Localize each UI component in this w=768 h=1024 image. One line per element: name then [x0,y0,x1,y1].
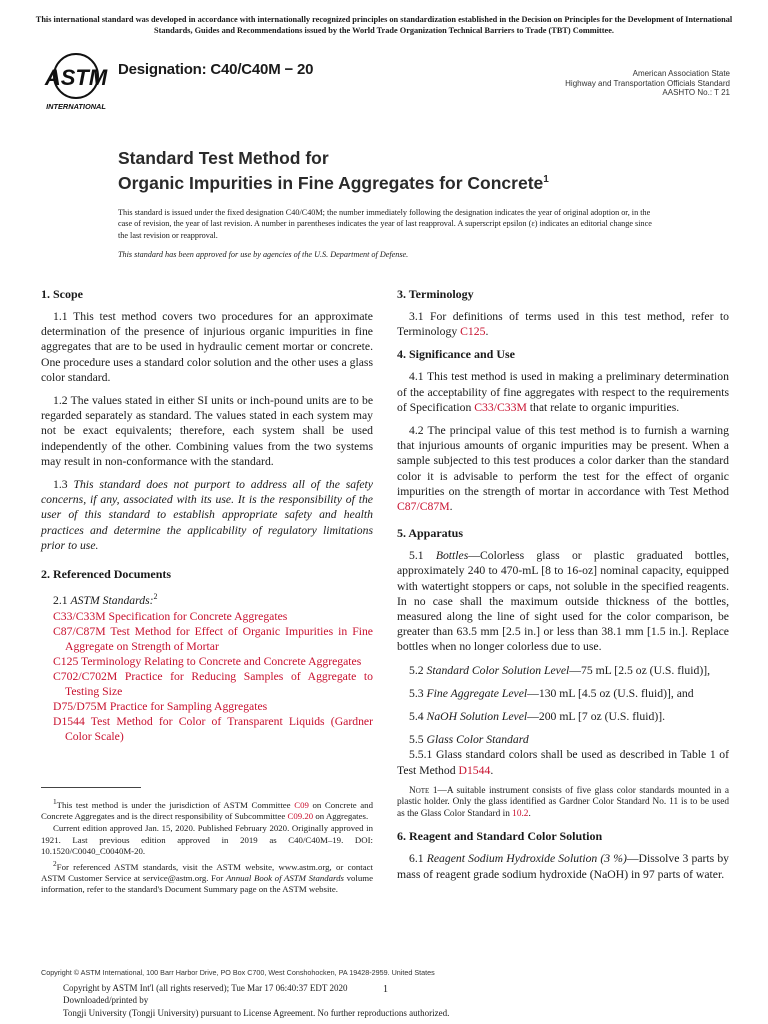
link-10-2[interactable]: 10.2 [512,808,529,819]
section-heading-significance: 4. Significance and Use [397,347,516,362]
defense-note: This standard has been approved for use by agencies of the U.S. Department of Defense. [118,250,409,259]
paragraph-5-1: 5.1 Bottles—Colorless glass or plastic graduated bottles, approximately 240 to 470-mL [8 to 16-oz] nominal capacity, equipped with watertight stoppers or caps, not soluble in the specified reagents. In no case shall the maximum outside thickness of the bottles, measured along the line of sight used for the color comparison, be greater than 63.5 mm [2.5 in.] or less than 38.1 mm [1.5 in.]. Replace bottles when no longer colorless due to use. [397,549,730,654]
paragraph-5-5-1: 5.5.1 Glass standard colors shall be used as described in Table 1 of Test Method D1544. [397,748,729,777]
paragraph-1-3: 1.3 This standard does not purport to address all of the safety concerns, if any, associated with its use. It is the responsibility of the user of this standard to establish appropriate safety and health practices and determine the applicability of regulatory limitations prior to use. [41,478,373,552]
section-heading-scope: 1. Scope [41,287,83,301]
note-1: Note 1—A suitable instrument consists of five glass color standards mounted in a plastic holder. Only the glass identified as Gardner Color Standard No. 11 is to be used as the Glass Color Standard in 10.2. [397,785,729,819]
tbt-notice: This international standard was developed in accordance with internationally recognized principles on standardization established in the Decision on Principles for the Development of International Standards, Guides and Recommendations issued by the World Trade Organization Technical Barriers to Trade (TBT) Committee. [35,15,733,35]
section-heading-terminology: 3. Terminology [397,287,474,301]
right-column [397,287,729,890]
link-d1544[interactable]: D1544 [458,763,491,777]
paragraph-6-1: 6.1 Reagent Sodium Hydroxide Solution (3 %)—Dissolve 3 parts by mass of reagent grade sodium hydroxide (NaOH) in 97 parts of water. [397,852,730,881]
reference-item[interactable]: C702/C702M Practice for Reducing Samples of Aggregate to Testing Size [53,670,373,699]
link-c09-20[interactable]: C09.20 [287,811,314,822]
paragraph-5-3: 5.3 Fine Aggregate Level—130 mL [4.5 oz (U.S. fluid)], and [409,686,694,700]
logo-subtext: INTERNATIONAL [46,102,106,111]
paragraph-4-1: 4.1 This test method is used in making a preliminary determination of the acceptability of fine aggregates with respect to the requirements of Specification C33/C33M that relate to organic impurities. [397,370,729,414]
paragraph-4-2: 4.2 The principal value of this test method is to furnish a warning that injurious amounts of organic impurities may be present. When a sample subjected to this test produces a color darker than the standard color it is advisable to perform the test for the effect of organic impurities on the strength of mortar in accordance with Test Method C87/C87M. [397,424,729,514]
section-heading-apparatus: 5. Apparatus [397,526,464,541]
copyright-notice: Copyright © ASTM International, 100 Barr Harbor Drive, PO Box C700, West Conshohocken, PA 19428-2959. United States [41,968,435,977]
footnote-divider [41,787,141,788]
title-line1: Standard Test Method for [118,148,329,168]
paragraph-1-1: 1.1 This test method covers two procedures for an approximate determination of the presence of injurious organic impurities in fine aggregates that are to be used in hydraulic cement mortar or concrete. One procedure uses a standard color solution and the other uses a glass color standard. [41,310,373,384]
footnote-2: $^2$For referenced ASTM standards, visit the ASTM website, www.astm.org, or contact ASTM Customer Service at service@astm.org. For Annual Book of ASTM Standards volume information, refer to the standard's Document Summary page on the ASTM website. [41,858,373,895]
link-c33[interactable]: C33/C33M [474,400,527,414]
footnotes [41,796,373,896]
reference-item[interactable]: D75/D75M Practice for Sampling Aggregates [53,700,268,714]
paragraph-1-2: 1.2 The values stated in either SI units or inch-pound units are to be regarded separately as standard. The values stated in each system may not be exact equivalents; therefore, each system shall be used independently of the other. Combining values from the two systems may result in non-conformance with the standard. [41,394,373,468]
document-title [118,148,549,194]
aashto-designation: American Association State Highway and Transportation Officials Standard AASHTO No.: T 21 [565,69,730,98]
footnote-edition: Current edition approved Jan. 15, 2020. Published February 2020. Originally approved in 1921. Last previous edition approved in 2019 as C40/C40M–19. DOI: 10.1520/C0040_C0040M-20. [41,823,373,856]
section-heading-references: 2. Referenced Documents [41,567,172,582]
link-c09[interactable]: C09 [294,799,309,810]
link-c125[interactable]: C125 [460,325,486,339]
license-stamp: Copyright by ASTM Int'l (all rights reserved); Tue Mar 17 06:40:37 EDT 2020 Downloaded/printed by Tongji University (Tongji University) pursuant to License Agreement. No further reproductions authorized. [63,983,450,1018]
issuance-note: This standard is issued under the fixed designation C40/C40M; the number immediately following the designation indicates the year of original adoption or, in the case of revision, the year of last revision. A number in parentheses indicates the year of last reapproval. A superscript epsilon (ε) indicates an editorial change since the last revision or reapproval. [118,208,652,240]
astm-standards-label: 2.1 ASTM Standards:$^2$ [53,592,158,607]
reference-item[interactable]: D1544 Test Method for Color of Transparent Liquids (Gardner Color Scale) [53,715,373,744]
paragraph-5-4: 5.4 NaOH Solution Level—200 mL [7 oz (U.S. fluid)]. [409,710,666,724]
left-column [41,287,373,744]
logo-text: ASTM [44,65,108,90]
title-line2: Organic Impurities in Fine Aggregates for Concrete$^1$ [118,172,549,193]
reference-list [41,609,373,744]
paragraph-5-5: 5.5 Glass Color Standard [409,733,529,747]
reference-item[interactable]: C33/C33M Specification for Concrete Aggregates [53,610,288,624]
paragraph-5-2: 5.2 Standard Color Solution Level—75 mL [2.5 oz (U.S. fluid)], [409,663,711,677]
page-number: 1 [383,984,388,995]
reference-item[interactable]: C87/C87M Test Method for Effect of Organic Impurities in Fine Aggregate on Strength of Mortar [53,625,373,654]
astm-logo [36,50,116,112]
reference-item[interactable]: C125 Terminology Relating to Concrete and Concrete Aggregates [53,655,362,669]
link-c87[interactable]: C87/C87M [397,500,450,514]
footnote-1: $^1$This test method is under the jurisdiction of ASTM Committee C09 on Concrete and Concrete Aggregates and is the direct responsibility of Subcommittee C09.20 on Aggregates. [41,797,373,822]
designation: Designation: C40/C40M − 20 [118,61,314,78]
section-heading-reagent: 6. Reagent and Standard Color Solution [397,829,603,844]
paragraph-3-1: 3.1 For definitions of terms used in this test method, refer to Terminology C125. [397,310,729,339]
